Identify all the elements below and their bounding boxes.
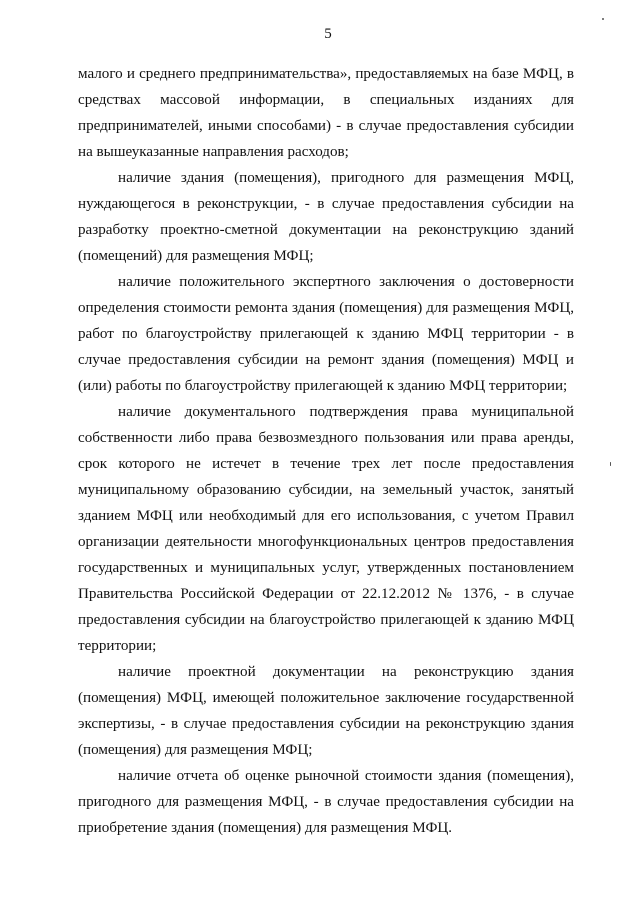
text-line: зданием МФЦ или необходимый для его использования, с учетом Правил bbox=[78, 508, 574, 524]
text-line: наличие положительного экспертного заключения о достоверности bbox=[118, 274, 574, 290]
paragraph bbox=[78, 165, 574, 269]
text-line: предпринимателей, иными способами) - в случае предоставления субсидии bbox=[78, 118, 574, 134]
text-line: нуждающегося в реконструкции, - в случае предоставления субсидии на bbox=[78, 196, 574, 212]
text-line: наличие отчета об оценке рыночной стоимости здания (помещения), bbox=[118, 768, 574, 784]
text-line: наличие документального подтверждения права муниципальной bbox=[118, 404, 574, 420]
paragraph bbox=[78, 659, 574, 763]
text-line: на вышеуказанные направления расходов; bbox=[78, 144, 349, 160]
text-line: разработку проектно-сметной документации на реконструкцию зданий bbox=[78, 222, 574, 238]
text-line: организации деятельности многофункциональных центров предоставления bbox=[78, 534, 574, 550]
text-line: средствах массовой информации, в специальных изданиях для bbox=[78, 92, 574, 108]
text-line: (или) работы по благоустройству прилегающей к зданию МФЦ территории; bbox=[78, 378, 568, 394]
text-line: срок которого не истечет в течение трех лет после предоставления bbox=[78, 456, 574, 472]
text-line: наличие здания (помещения), пригодного для размещения МФЦ, bbox=[118, 170, 574, 186]
text-line: собственности либо права безвозмездного пользования или права аренды, bbox=[78, 430, 574, 446]
text-line: пригодного для размещения МФЦ, - в случае предоставления субсидии на bbox=[78, 794, 574, 810]
text-line: экспертизы, - в случае предоставления субсидии на реконструкцию здания bbox=[78, 716, 574, 732]
scan-speck bbox=[610, 462, 611, 466]
page-number: 5 bbox=[324, 26, 332, 42]
document-body bbox=[78, 61, 574, 841]
text-line: государственных и муниципальных услуг, утвержденных постановлением bbox=[78, 560, 574, 576]
text-line: приобретение здания (помещения) для размещения МФЦ. bbox=[78, 820, 453, 836]
text-line: территории; bbox=[78, 638, 157, 654]
text-line: предоставления субсидии на благоустройство прилегающей к зданию МФЦ bbox=[78, 612, 574, 628]
paragraph bbox=[78, 61, 574, 165]
paragraph bbox=[78, 399, 574, 659]
text-line: определения стоимости ремонта здания (помещения) для размещения МФЦ, bbox=[78, 300, 574, 316]
text-line: муниципальному образованию субсидии, на земельный участок, занятый bbox=[78, 482, 574, 498]
paragraph bbox=[78, 763, 574, 841]
text-line: малого и среднего предпринимательства», предоставляемых на базе МФЦ, в bbox=[78, 66, 574, 82]
text-line: Правительства Российской Федерации от 22.12.2012 № 1376, - в случае bbox=[78, 586, 574, 602]
text-line: работ по благоустройству прилегающей к зданию МФЦ территории - в bbox=[78, 326, 574, 342]
scan-speck bbox=[602, 18, 604, 20]
text-line: (помещения) для размещения МФЦ; bbox=[78, 742, 313, 758]
text-line: (помещения) МФЦ, имеющей положительное заключение государственной bbox=[78, 690, 574, 706]
text-line: случае предоставления субсидии на ремонт здания (помещения) МФЦ и bbox=[78, 352, 574, 368]
paragraph bbox=[78, 269, 574, 399]
text-line: (помещений) для размещения МФЦ; bbox=[78, 248, 314, 264]
text-line: наличие проектной документации на реконструкцию здания bbox=[118, 664, 574, 680]
